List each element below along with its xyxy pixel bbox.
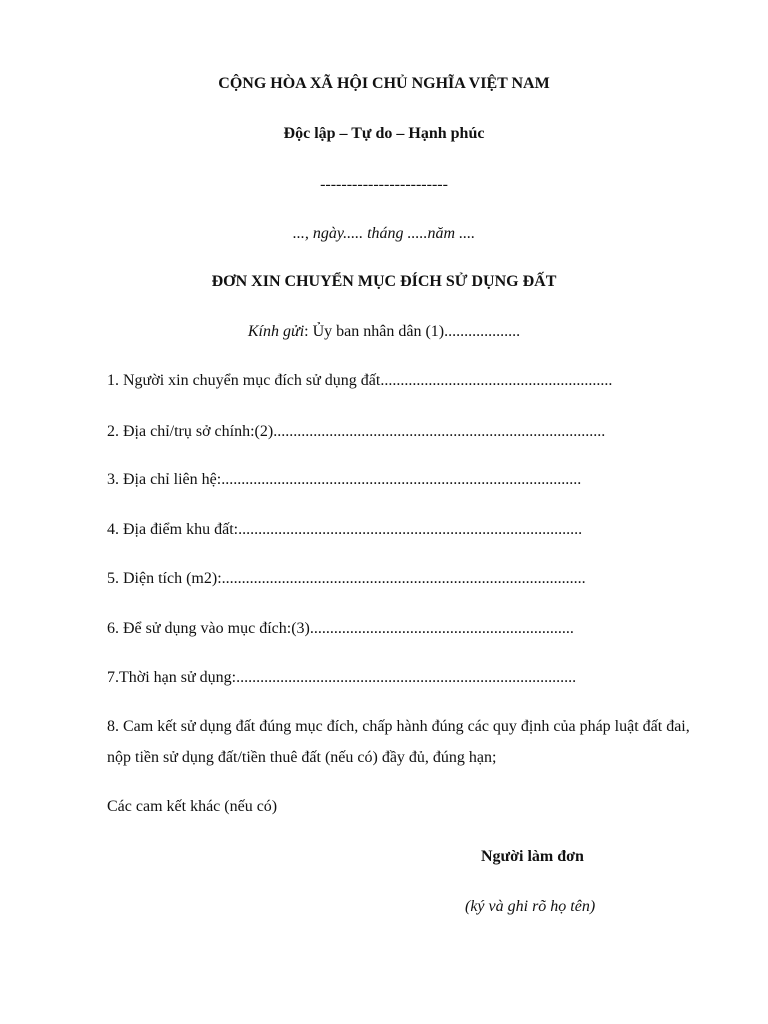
date-line: ..., ngày..... tháng .....năm .... [292,225,476,242]
separator-line: ------------------------ [320,176,448,193]
field-area: 5. Diện tích (m2):........................................................................................... [107,570,586,587]
recipient-text: : Ủy ban nhân dân (1)................... [304,323,521,340]
other-commitments: Các cam kết khác (nếu có) [107,798,278,815]
recipient-label: Kính gửi [247,323,305,340]
nation-heading: CỘNG HÒA XÃ HỘI CHỦ NGHĨA VIỆT NAM [218,75,550,92]
document-title: ĐƠN XIN CHUYỂN MỤC ĐÍCH SỬ DỤNG ĐẤT [211,273,557,290]
signature-note: (ký và ghi rõ họ tên) [465,898,596,915]
field-duration: 7.Thời hạn sử dụng:..................................................................................... [107,669,577,686]
field-land-location: 4. Địa điểm khu đất:...................................................................................... [107,521,583,538]
recipient-line [0,321,768,343]
field-purpose: 6. Để sử dụng vào mục đích:(3).................................................................. [107,620,574,637]
field-address: 2. Địa chỉ/trụ sở chính:(2)................................................................................... [107,423,606,440]
signature-label: Người làm đơn [481,848,584,865]
field-contact-address: 3. Địa chỉ liên hệ:.......................................................................................... [107,471,582,488]
motto-heading: Độc lập – Tự do – Hạnh phúc [283,125,485,142]
field-commitment: 8. Cam kết sử dụng đất đúng mục đích, chấp hành đúng các quy định của pháp luật đất đai, nộp tiền sử dụng đất/tiền thuê đất (nếu có) đầy đủ, đúng hạn; [107,718,690,766]
field-applicant: 1. Người xin chuyển mục đích sử dụng đất.......................................................... [107,372,613,389]
